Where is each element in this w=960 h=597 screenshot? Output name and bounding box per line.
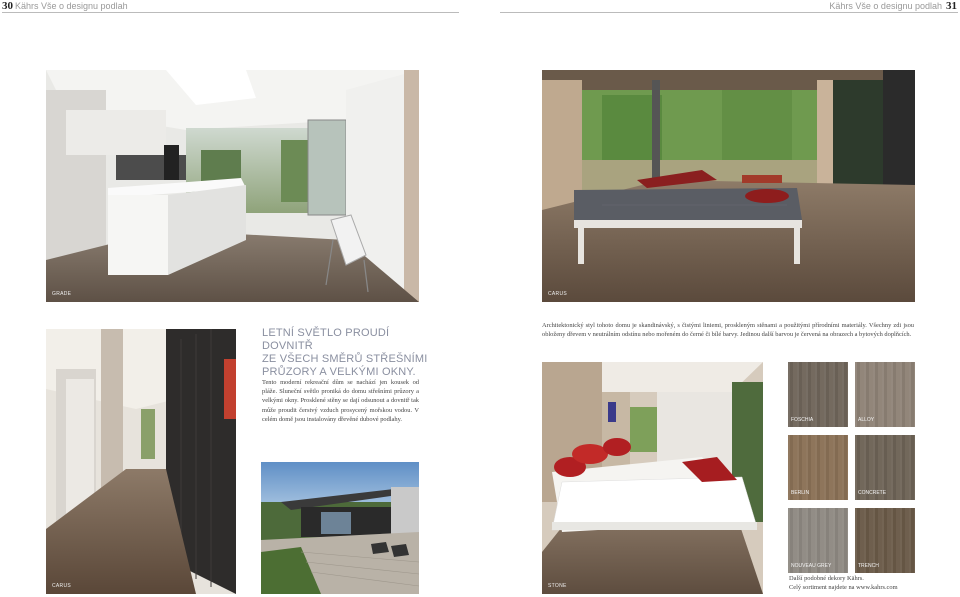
kitchen-photo bbox=[46, 70, 419, 302]
left-body-text: Tento moderní rekreační dům se nachází jen kousek od pláže. Sluneční světlo proniká do domu střešními průzory a velkými okny. Prosklené stěny se dají odsunout a dovnitř tak může proudit čerstvý vzduch prosycený mořskou vodou. V celém domě jsou instalovány dřevěné dubové podlahy. bbox=[262, 379, 419, 423]
header-rule-left bbox=[2, 12, 459, 13]
footnote-line-1: Další podobné dekory Kährs. bbox=[789, 575, 864, 582]
swatch-concrete bbox=[855, 435, 915, 500]
swatch-berlin bbox=[788, 435, 848, 500]
headline-line-2: ZE VŠECH SMĚRŮ STŘEŠNÍMI bbox=[262, 353, 428, 365]
swatch-foschia bbox=[788, 362, 848, 427]
headline bbox=[262, 327, 432, 379]
swatch-label: FOSCHIA bbox=[791, 417, 814, 423]
header-rule-right bbox=[500, 12, 958, 13]
swatch-label: NOUVEAU GREY bbox=[791, 563, 832, 569]
swatch-label: ALLOY bbox=[858, 417, 875, 423]
bedroom-caption: STONE bbox=[548, 583, 567, 589]
footnote-line-2: Celý sortiment najdete na www.kahrs.com bbox=[789, 583, 898, 591]
page-number-left: 30 bbox=[2, 0, 13, 12]
living-caption: CARUS bbox=[548, 291, 568, 297]
kitchen-caption: GRADE bbox=[52, 291, 72, 297]
hallway-photo bbox=[46, 329, 236, 594]
bedroom-photo bbox=[542, 362, 763, 594]
swatch-label: TRENCH bbox=[858, 563, 879, 569]
hallway-caption: CARUS bbox=[52, 583, 72, 589]
swatch-trench bbox=[855, 508, 915, 573]
swatch-alloy bbox=[855, 362, 915, 427]
living-room-photo bbox=[542, 70, 915, 302]
page-number-right: 31 bbox=[946, 0, 957, 12]
running-head-right: Kährs Vše o designu podlah bbox=[829, 1, 942, 11]
swatch-nouveau-grey bbox=[788, 508, 848, 573]
running-head-left: Kährs Vše o designu podlah bbox=[15, 1, 128, 11]
headline-line-3: PRŮZORY A VELKÝMI OKNY. bbox=[262, 366, 416, 378]
right-intro-text: Architektonický styl tohoto domu je skandinávský, s čistými liniemi, proskleným stěnami a použitými přírodními materiály. Všechny zdi jsou obloženy dřevem v neutrálním odstínu nebo mořeném do černé či bílé barvy. Jedinou další barvou je červená na obrazech a bytových doplňcích. bbox=[542, 322, 914, 339]
swatch-footnote bbox=[789, 575, 919, 592]
headline-line-1: LETNÍ SVĚTLO PROUDÍ DOVNITŘ bbox=[262, 327, 390, 352]
exterior-photo bbox=[261, 462, 419, 594]
swatch-grid bbox=[788, 362, 915, 574]
swatch-label: BERLIN bbox=[791, 490, 810, 496]
swatch-label: CONCRETE bbox=[858, 490, 887, 496]
